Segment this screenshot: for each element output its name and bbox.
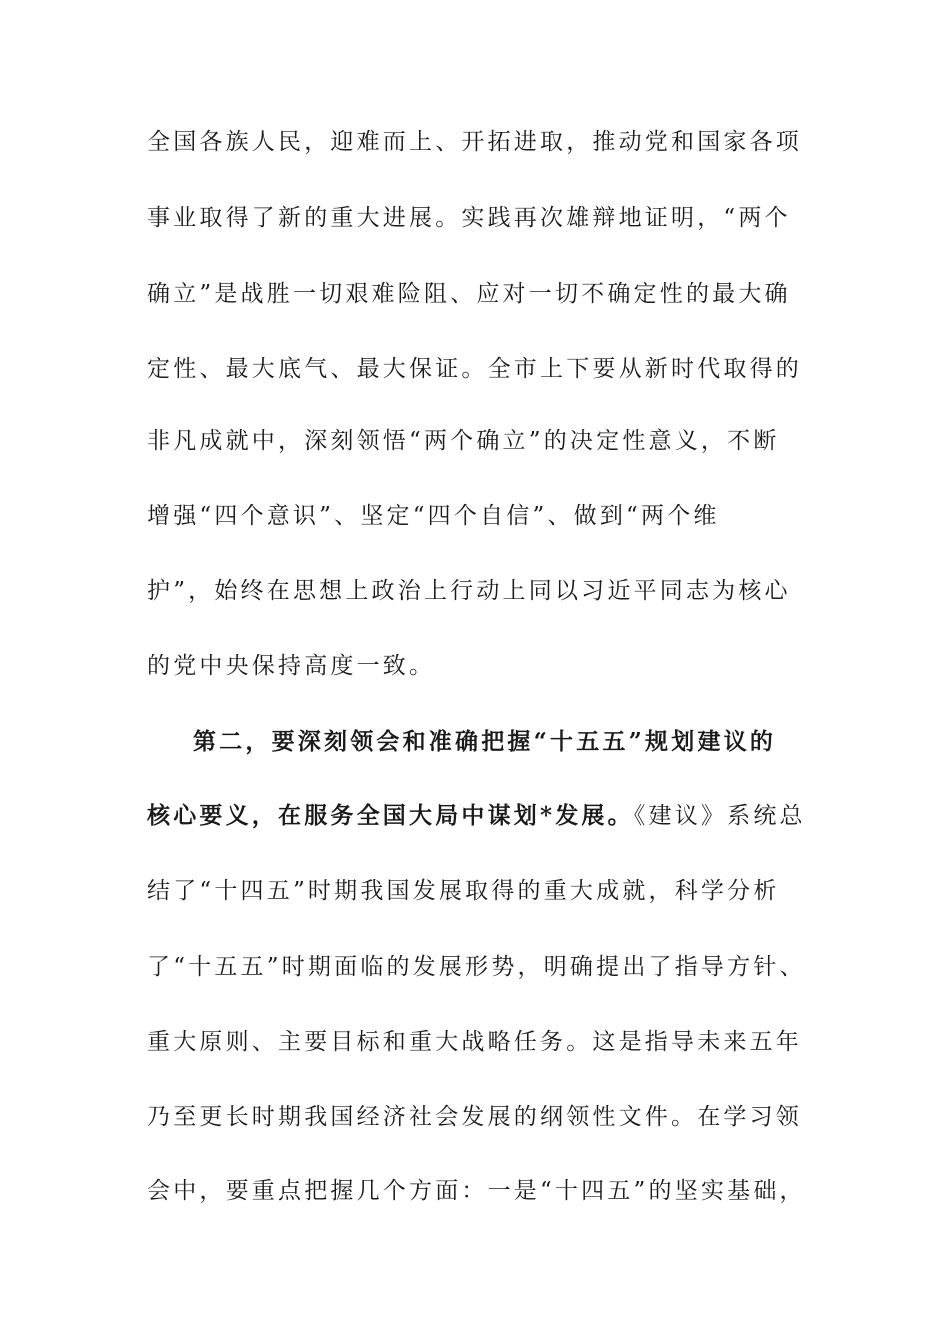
- paragraph-1-line-6: 增强“四个意识”、坚定“四个自信”、做到“两个维: [147, 503, 720, 529]
- paragraph-1-line-3: 确立”是战胜一切艰难险阻、应对一切不确定性的最大确: [147, 281, 791, 307]
- paragraph-2-line-2: 结了“十四五”时期我国发展取得的重大成就，科学分析: [147, 878, 780, 904]
- paragraph-2-heading-line-1: 第二，要深刻领会和准确把握“十五五”规划建议的: [193, 728, 777, 755]
- paragraph-2-line-1: [147, 801, 827, 831]
- paragraph-2-line-3: 了“十五五”时期面临的发展形势，明确提出了指导方针、: [147, 954, 806, 980]
- paragraph-2-line-6: 会中，要重点把握几个方面：一是“十四五”的坚实基础，: [147, 1178, 806, 1204]
- paragraph-1-line-4: 定性、最大底气、最大保证。全市上下要从新时代取得的: [147, 356, 802, 382]
- paragraph-1-line-1: 全国各族人民，迎难而上、开拓进取，推动党和国家各项: [147, 129, 802, 155]
- paragraph-1-line-5: 非凡成就中，深刻领悟“两个确立”的决定性意义，不断: [147, 428, 780, 454]
- paragraph-1-line-8: 的党中央保持高度一致。: [147, 653, 436, 679]
- paragraph-2-heading-line-2: 核心要义，在服务全国大局中谋划*发展。: [147, 802, 634, 829]
- paragraph-1-line-7: 护”，始终在思想上政治上行动上同以习近平同志为核心: [147, 578, 791, 604]
- paragraph-2-line-4: 重大原则、主要目标和重大战略任务。这是指导未来五年: [147, 1029, 802, 1055]
- paragraph-2-line-1-rest: 《建议》系统总: [633, 803, 806, 829]
- paragraph-2-line-5: 乃至更长时期我国经济社会发展的纲领性文件。在学习领: [147, 1104, 802, 1130]
- paragraph-1-line-2: 事业取得了新的重大进展。实践再次雄辩地证明，“两个: [147, 205, 791, 231]
